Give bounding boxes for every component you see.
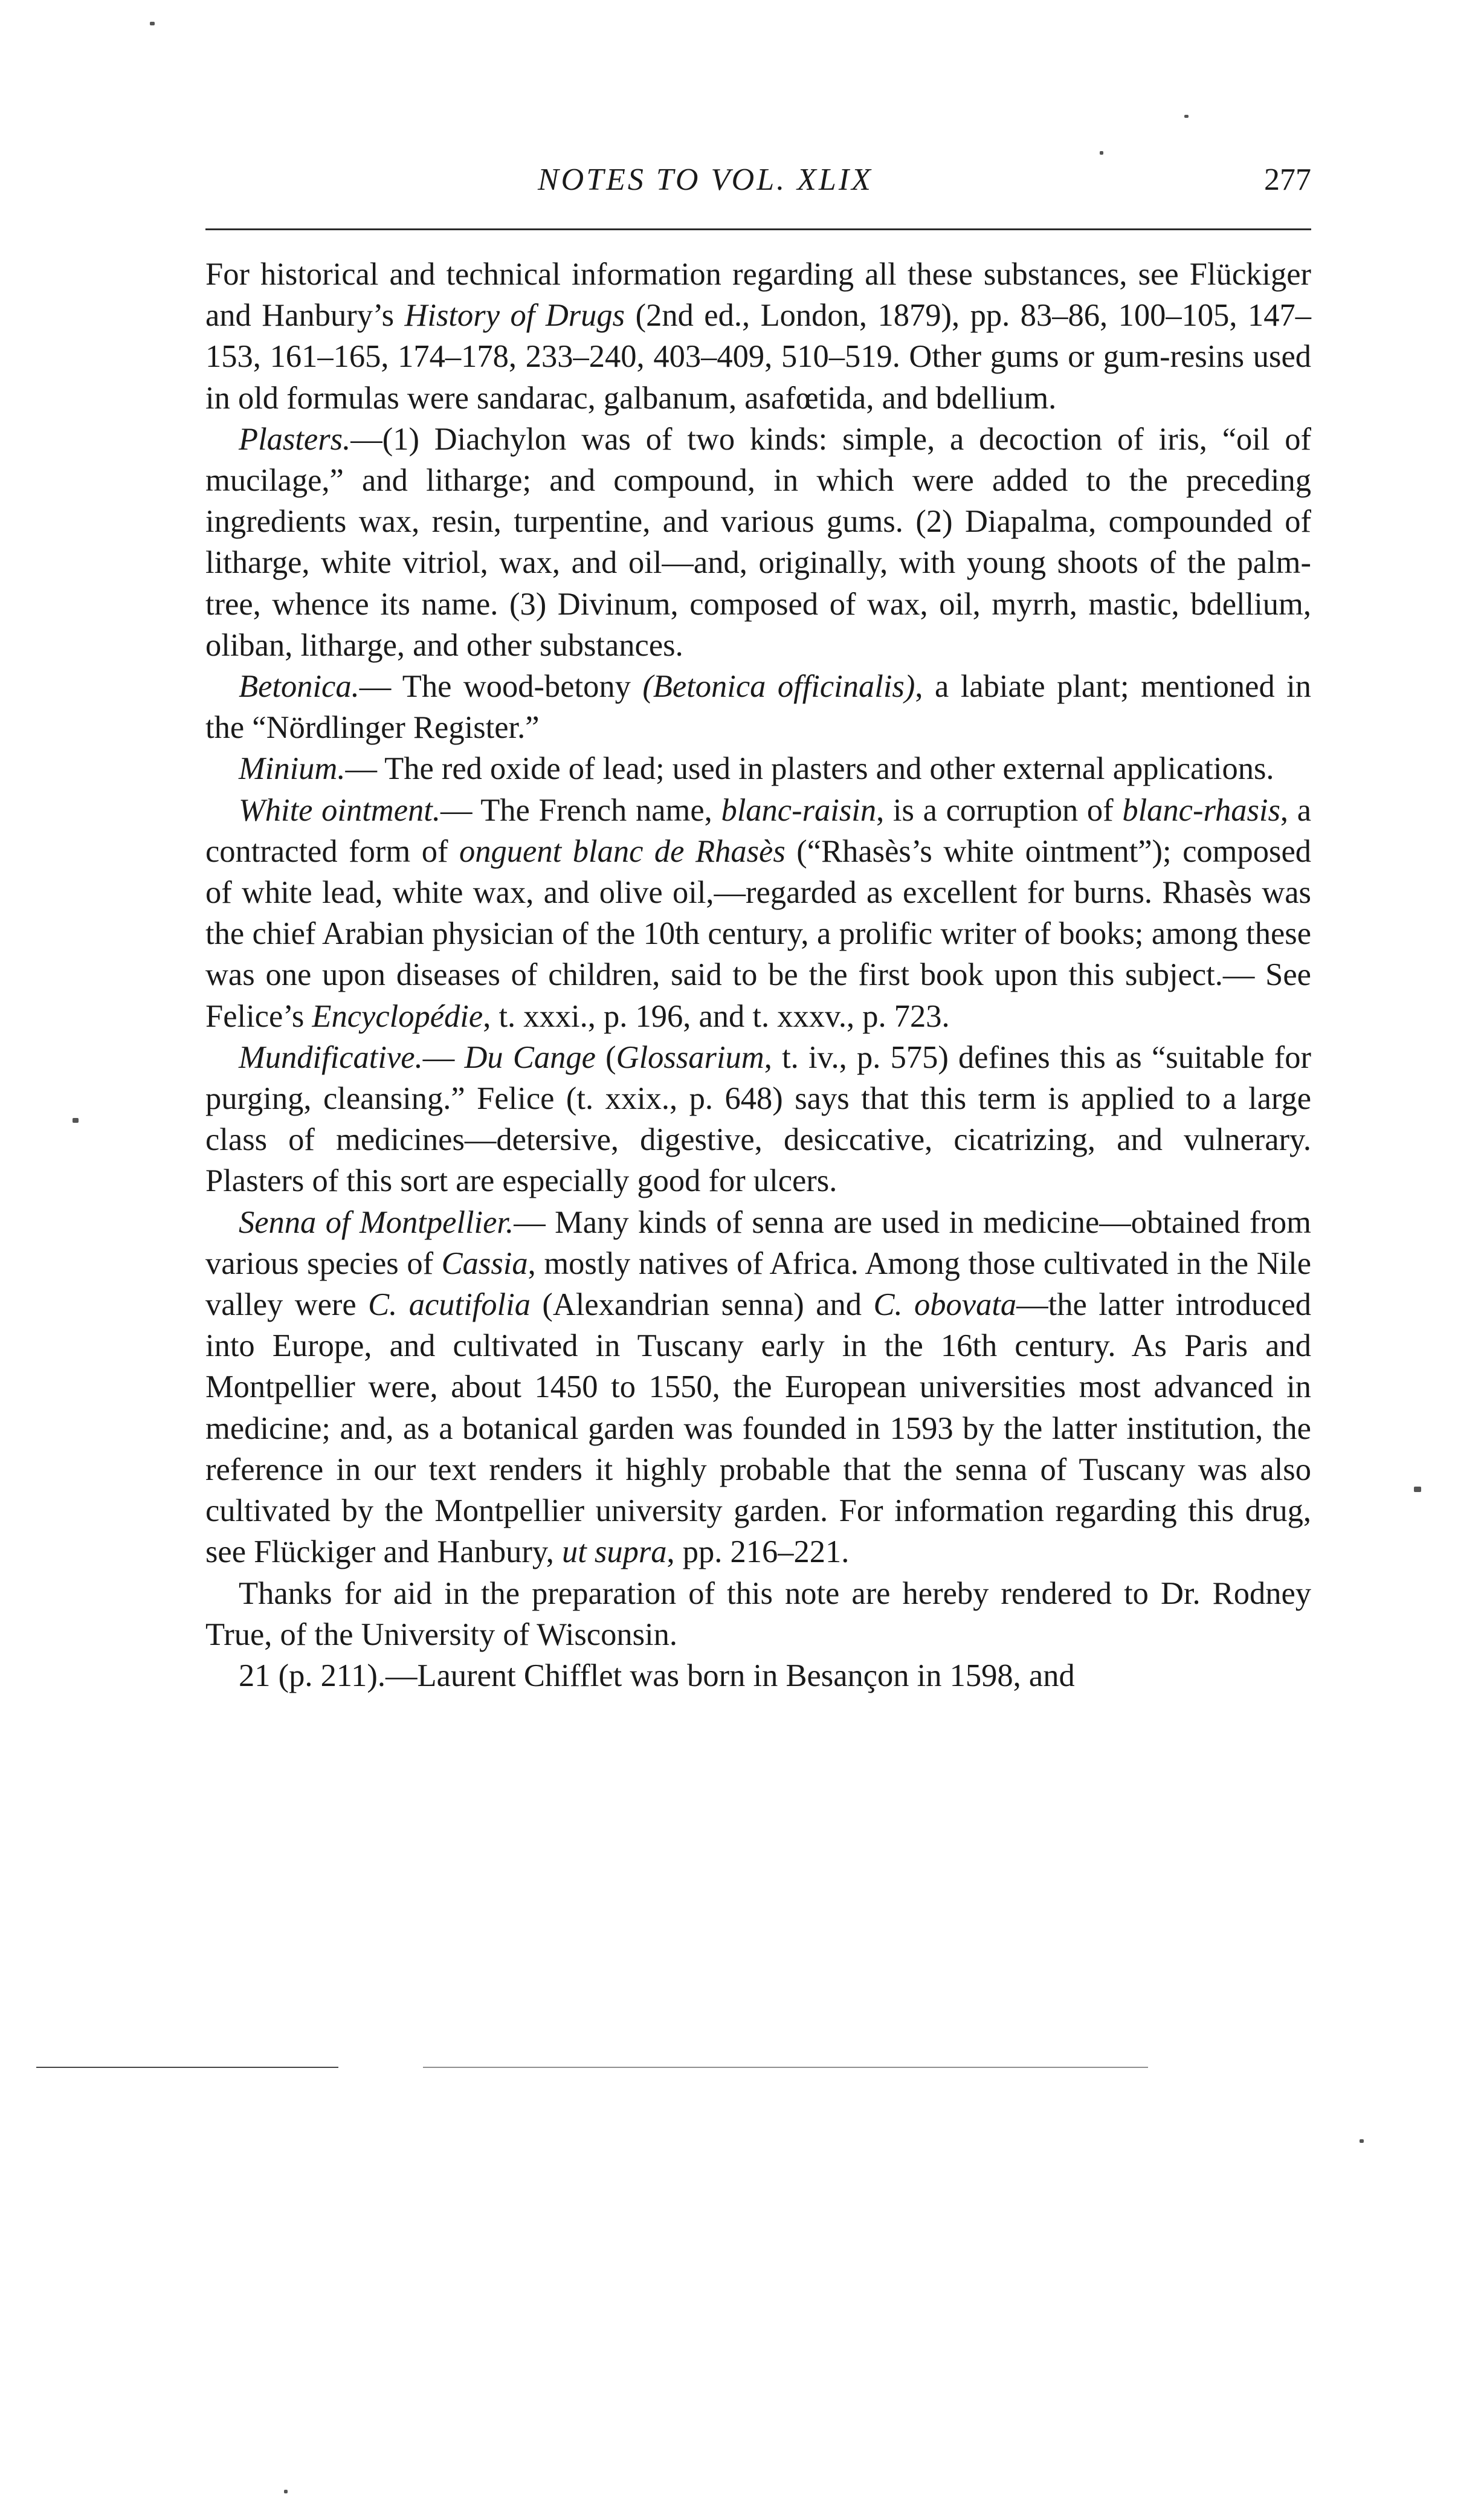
text-run: — Many kinds of senna are used in medicine—obtained from various species of: [205, 1204, 1312, 1281]
paragraph-thanks: [205, 1573, 1311, 1655]
text-run: —(1) Diachylon was of two kinds: simple, a decoction of iris, “oil of mucilage,” and litharge; and compound, in which were added to the preceding ingredients wax, resin, turpentine, and various gums. (2) Diapalma, compounded of litharge, white vitriol, wax, and oil—and, originally, with young shoots of the palm-tree, whence its name. (3) Divinum, composed of wax, oil, myrrh, mastic, bdellium, oliban, litharge, and other substances.: [205, 421, 1311, 663]
text-run: , pp. 216–221.: [666, 1534, 850, 1570]
scan-speck: [1100, 151, 1103, 155]
paragraph-betonica: [205, 666, 1311, 748]
text-run: , t. iv., p. 575) defines this as “suitable for purging, cleansing.” Felice (t. xxix., p. 648) says that this term is applied to a large class of medicines—detersive, digestive, desiccative, cicatrizing, and vulnerary. Plasters of this sort are especially good for ulcers.: [205, 1039, 1312, 1199]
italic-text: White ointment.: [239, 792, 440, 828]
text-run: , mostly natives of Africa. Among those cultivated in the Nile valley were: [205, 1245, 1312, 1323]
italic-text: blanc-raisin: [721, 792, 877, 828]
scan-speck: [284, 2490, 288, 2493]
text-run: , a labiate plant; mentioned in the “Nördlinger Register.”: [205, 669, 1312, 746]
italic-text: Senna of Montpellier.: [239, 1204, 514, 1240]
text-run: (: [595, 1039, 616, 1075]
italic-text: Minium.: [239, 751, 346, 787]
scan-speck: [1184, 115, 1189, 118]
text-run: For historical and technical information regarding all these substances, see Flückiger and Hanbury’s: [205, 257, 1311, 334]
paragraph-p1: [205, 254, 1311, 419]
scan-speck: [73, 1118, 79, 1123]
scan-speck: [1360, 2139, 1364, 2143]
italic-text: ut supra: [561, 1534, 667, 1570]
scan-speck: [1414, 1487, 1421, 1492]
italic-text: (Betonica officinalis): [642, 669, 915, 705]
text-run: — The French name,: [440, 792, 721, 828]
text-run: 21 (p. 211).—Laurent Chifflet was born in Besançon in 1598, and: [239, 1658, 1075, 1693]
text-run: —: [422, 1039, 465, 1075]
italic-text: History of Drugs: [404, 298, 625, 334]
paragraph-white-ointment: [205, 790, 1311, 1037]
text-run: , t. xxxi., p. 196, and t. xxxv., p. 723.: [483, 998, 950, 1034]
scan-speck: [150, 22, 155, 25]
text-run: —the latter introduced into Europe, and cultivated in Tuscany early in the 16th century. As Paris and Montpellier were, about 1450 to 1550, the European universities most advanced in medicine; and, as a botanical garden was founded in 1593 by the latter institution, the reference in our text renders it highly probable that the senna of Tuscany was also cultivated by the Montpellier university garden. For information regarding this drug, see Flückiger and Hanbury,: [205, 1287, 1312, 1570]
text-run: (“Rhasès’s white ointment”); composed of white lead, white wax, and olive oil,—regarded as excellent for burns. Rhasès was the chief Arabian physician of the 10th century, a prolific writer of books; among these was one upon diseases of children, said to be the first book upon this subject.— See Felice’s: [205, 833, 1311, 1034]
italic-text: Glossarium: [616, 1039, 764, 1075]
paragraph-mundificative: [205, 1037, 1311, 1202]
page-number: 277: [1264, 163, 1311, 197]
italic-text: onguent blanc de Rhasès: [459, 833, 786, 869]
italic-text: C. acutifolia: [368, 1287, 531, 1323]
text-run: (2nd ed., London, 1879), pp. 83–86, 100–105, 147–153, 161–165, 174–178, 233–240, 403–409, 510–519. Other gums or gum-resins used in old formulas were sandarac, galbanum, asafœtida, and bdellium.: [205, 298, 1311, 416]
text-run: , a contracted form of: [205, 792, 1312, 869]
italic-text: Cassia: [441, 1245, 528, 1281]
italic-text: Betonica.: [239, 669, 360, 705]
paragraph-senna: [205, 1202, 1311, 1573]
italic-text: Plasters.: [239, 421, 351, 457]
italic-text: Encyclopédie: [312, 998, 483, 1034]
running-title: NOTES TO VOL. XLIX: [538, 163, 873, 197]
text-run: Thanks for aid in the preparation of this note are hereby rendered to Dr. Rodney True, of the University of Wisconsin.: [205, 1575, 1311, 1652]
text-run: , is a corruption of: [876, 792, 1123, 828]
footer-rule: [423, 2067, 1148, 2068]
paragraph-plasters: [205, 419, 1311, 666]
italic-text: blanc-rhasis: [1122, 792, 1280, 828]
italic-text: Mundificative.: [239, 1039, 423, 1075]
italic-text: C. obovata: [873, 1287, 1017, 1323]
paragraph-note-21: [205, 1655, 1311, 1696]
text-run: (Alexandrian senna) and: [530, 1287, 874, 1323]
page-header: [205, 162, 1311, 210]
text-run: — The wood-betony: [359, 669, 643, 705]
text-run: — The red oxide of lead; used in plasters and other external applications.: [345, 751, 1274, 787]
body-text: [205, 254, 1311, 1696]
paragraph-minium: [205, 748, 1311, 789]
header-rule: [205, 228, 1311, 230]
italic-text: Du Cange: [464, 1039, 596, 1075]
footer-rule: [36, 2067, 338, 2068]
